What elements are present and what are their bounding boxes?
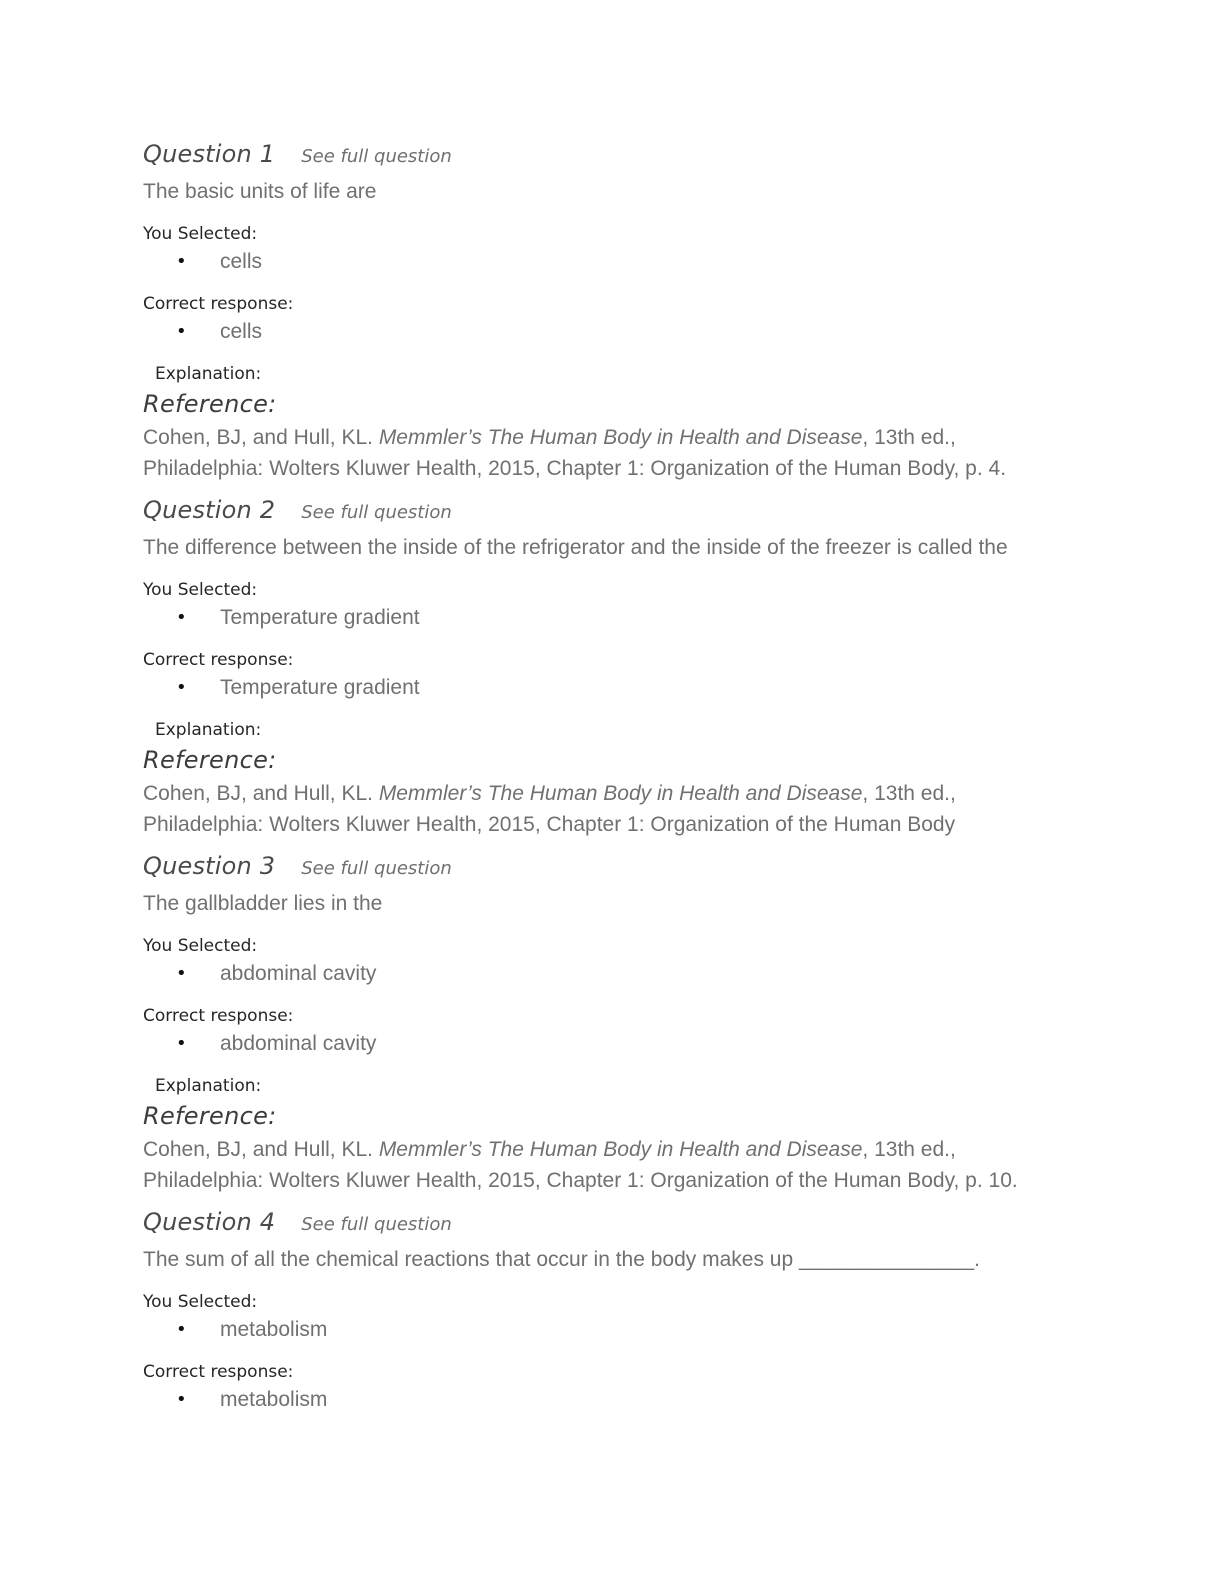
you-selected-label: You Selected:: [143, 936, 258, 956]
correct-answers: [143, 672, 1083, 704]
question-3: [143, 852, 1083, 1196]
selected-answers: [143, 958, 1083, 990]
question-title: Question 4: [143, 1208, 276, 1236]
reference-citation: [143, 778, 1083, 840]
reference-authors: Cohen, BJ, and Hull, KL.: [143, 1138, 379, 1161]
correct-answer: [143, 1028, 1083, 1060]
selected-answer-text: Temperature gradient: [220, 606, 420, 629]
reference-book-title: Memmler’s The Human Body in Health and Disease: [378, 426, 863, 449]
correct-answer: [143, 1384, 1083, 1416]
correct-response-label: Correct response:: [143, 1362, 294, 1382]
selected-answer-text: cells: [220, 250, 263, 273]
question-text: The difference between the inside of the refrigerator and the inside of the freezer is called the: [143, 536, 1008, 559]
explanation-label: Explanation:: [155, 720, 262, 740]
see-full-question-link[interactable]: See full question: [301, 858, 452, 879]
bullet-icon: •: [176, 607, 187, 628]
selected-answer-text: metabolism: [220, 1318, 328, 1341]
you-selected-label: You Selected:: [143, 1292, 258, 1312]
selected-answer: [143, 246, 1083, 278]
reference-title: Reference:: [143, 390, 277, 418]
question-text: The basic units of life are: [143, 180, 377, 203]
explanation-label: Explanation:: [155, 1076, 262, 1096]
you-selected-label: You Selected:: [143, 580, 258, 600]
selected-answers: [143, 602, 1083, 634]
quiz-results: [143, 140, 1083, 1416]
reference-authors: Cohen, BJ, and Hull, KL.: [143, 426, 379, 449]
reference-book-title: Memmler’s The Human Body in Health and Disease: [378, 782, 863, 805]
bullet-icon: •: [176, 251, 187, 272]
correct-answers: [143, 1384, 1083, 1416]
reference-citation: [143, 422, 1083, 484]
reference-book-title: Memmler’s The Human Body in Health and Disease: [378, 1138, 863, 1161]
bullet-icon: •: [176, 963, 187, 984]
question-header: [143, 140, 1083, 176]
correct-answer: [143, 672, 1083, 704]
bullet-icon: •: [176, 677, 187, 698]
correct-answers: [143, 1028, 1083, 1060]
bullet-icon: •: [176, 1319, 187, 1340]
question-header: [143, 496, 1083, 532]
correct-response-label: Correct response:: [143, 294, 294, 314]
see-full-question-link[interactable]: See full question: [301, 1214, 452, 1235]
question-text: The gallbladder lies in the: [143, 892, 383, 915]
question-2: [143, 496, 1083, 840]
see-full-question-link[interactable]: See full question: [301, 146, 452, 167]
correct-response-label: Correct response:: [143, 1006, 294, 1026]
question-header: [143, 1208, 1083, 1244]
reference-title: Reference:: [143, 746, 277, 774]
question-title: Question 2: [143, 496, 276, 524]
see-full-question-link[interactable]: See full question: [301, 502, 452, 523]
selected-answer: [143, 1314, 1083, 1346]
correct-answer-text: abdominal cavity: [220, 1032, 377, 1055]
reference-publisher: Philadelphia: Wolters Kluwer Health, 2015, Chapter 1: Organization of the Human Body, p. 10.: [143, 1169, 1018, 1192]
explanation-label: Explanation:: [155, 364, 262, 384]
selected-answer: [143, 958, 1083, 990]
selected-answer-text: abdominal cavity: [220, 962, 377, 985]
reference-publisher: Philadelphia: Wolters Kluwer Health, 2015, Chapter 1: Organization of the Human Body, p. 4.: [143, 457, 1007, 480]
question-text: The sum of all the chemical reactions that occur in the body makes up _______________.: [143, 1248, 981, 1271]
selected-answers: [143, 246, 1083, 278]
reference-edition: , 13th ed.,: [862, 1138, 956, 1161]
reference-authors: Cohen, BJ, and Hull, KL.: [143, 782, 379, 805]
question-title: Question 1: [143, 140, 276, 168]
question-title: Question 3: [143, 852, 276, 880]
reference-edition: , 13th ed.,: [862, 782, 956, 805]
question-4: [143, 1208, 1083, 1416]
correct-answers: [143, 316, 1083, 348]
you-selected-label: You Selected:: [143, 224, 258, 244]
correct-answer-text: metabolism: [220, 1388, 328, 1411]
correct-answer-text: cells: [220, 320, 263, 343]
reference-edition: , 13th ed.,: [862, 426, 956, 449]
reference-title: Reference:: [143, 1102, 277, 1130]
question-1: [143, 140, 1083, 484]
bullet-icon: •: [176, 321, 187, 342]
question-header: [143, 852, 1083, 888]
bullet-icon: •: [176, 1389, 187, 1410]
reference-publisher: Philadelphia: Wolters Kluwer Health, 2015, Chapter 1: Organization of the Human Body: [143, 813, 956, 836]
bullet-icon: •: [176, 1033, 187, 1054]
correct-answer-text: Temperature gradient: [220, 676, 420, 699]
selected-answer: [143, 602, 1083, 634]
selected-answers: [143, 1314, 1083, 1346]
correct-answer: [143, 316, 1083, 348]
reference-citation: [143, 1134, 1083, 1196]
correct-response-label: Correct response:: [143, 650, 294, 670]
